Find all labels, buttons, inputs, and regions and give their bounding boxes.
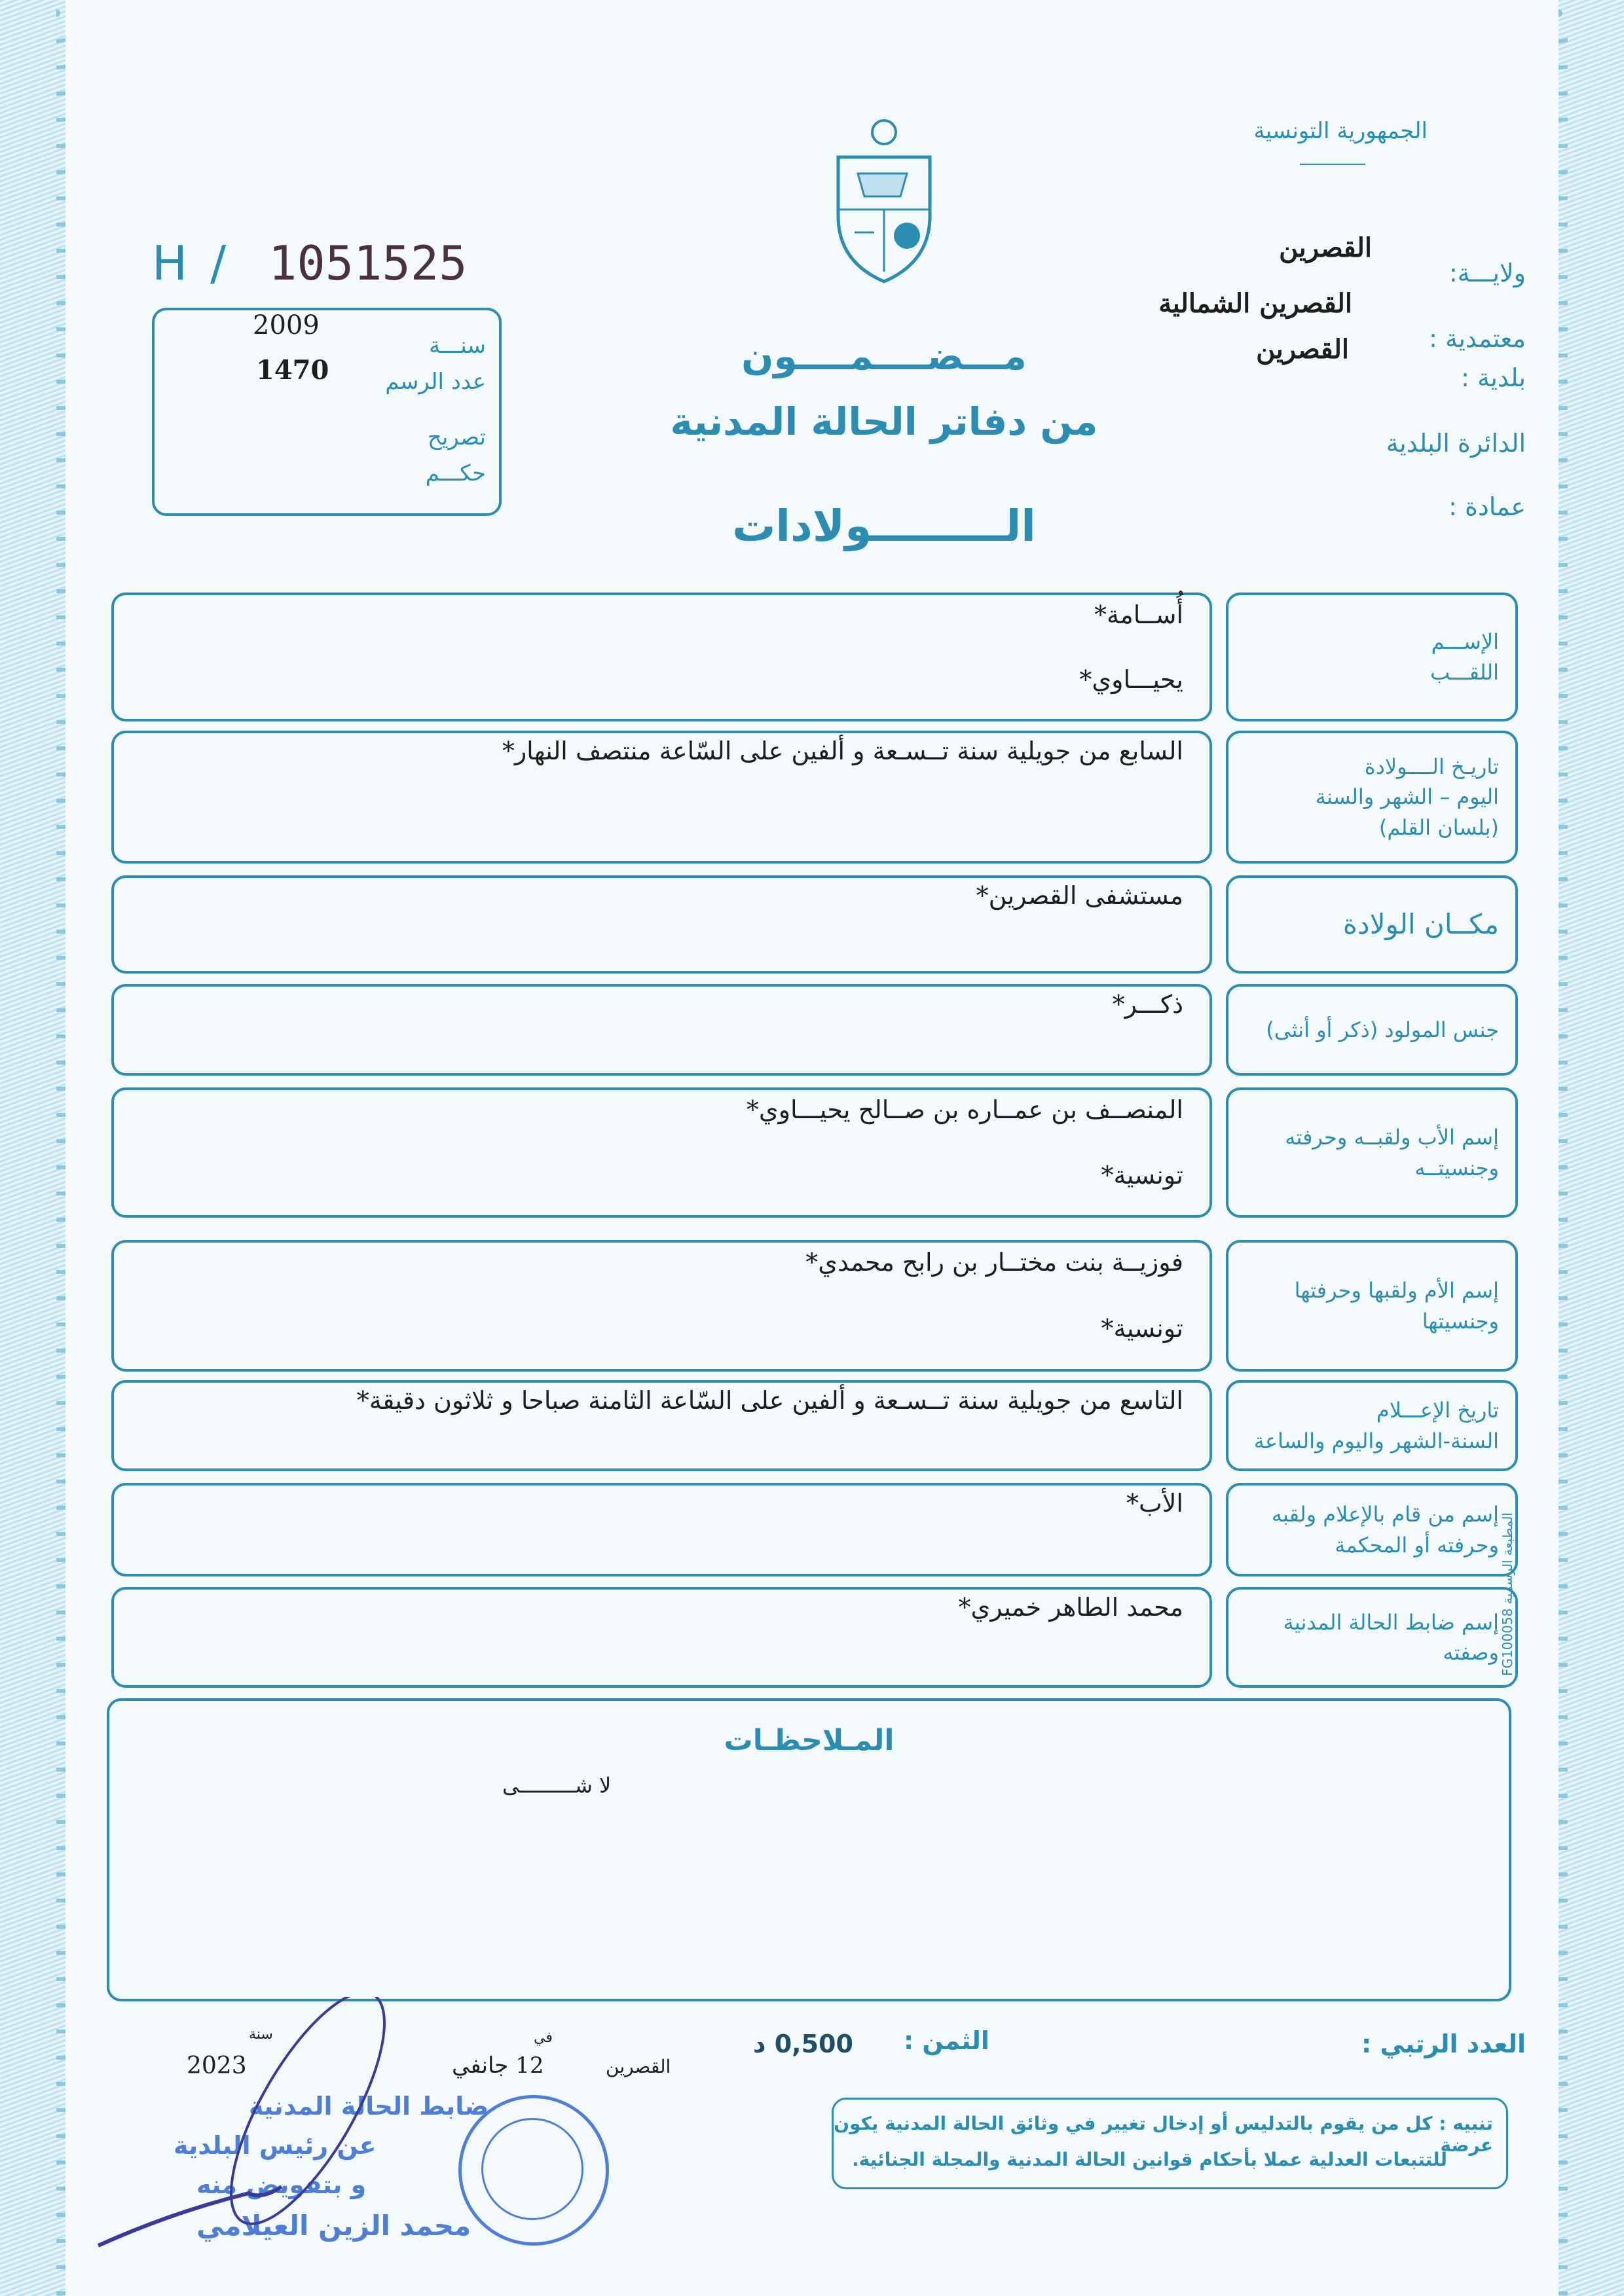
row-label-box xyxy=(1226,1587,1518,1688)
row-label2: وجنسيتها xyxy=(1422,1308,1499,1334)
year-label: سنة xyxy=(249,2026,273,2043)
serial-number: 1051525 xyxy=(268,236,468,291)
row-value: الأب* xyxy=(1126,1489,1183,1518)
signatory-line1: ضابط الحالة المدنية xyxy=(249,2092,489,2121)
row-label-box xyxy=(1226,592,1518,721)
row-value-box xyxy=(111,592,1212,721)
row-label: إسم ضابط الحالة المدنية xyxy=(1283,1609,1499,1635)
issue-day-month: 12 جانفي xyxy=(452,2052,544,2079)
row-label2: اللقـــب xyxy=(1430,659,1499,685)
handwritten-signature xyxy=(92,1997,511,2259)
registry-box xyxy=(152,308,502,516)
divider xyxy=(1300,164,1365,165)
row-label2: وجنسيتــه xyxy=(1414,1155,1499,1180)
district-label: الدائرة البلدية xyxy=(1386,429,1526,458)
title-line2: من دفاتر الحالة المدنية xyxy=(670,399,1098,444)
signatory-name: محمد الزين العيلامي xyxy=(196,2210,471,2242)
municipality-label: بلدية : xyxy=(1461,363,1526,392)
row-label-box xyxy=(1226,1380,1518,1471)
row-value-box xyxy=(111,1587,1212,1688)
row-label-box xyxy=(1226,1483,1518,1576)
row-value-2: يحيـــاوي* xyxy=(1079,665,1183,694)
row-value: مستشفى القصرين* xyxy=(976,881,1183,910)
row-value-2: تونسية* xyxy=(1101,1160,1183,1190)
row-value: محمد الطاهر خميري* xyxy=(958,1593,1183,1622)
printer-mark: المطبعة الرسمية FG100058 xyxy=(1500,1512,1515,1676)
row-label2: وحرفته أو المحكمة xyxy=(1335,1532,1499,1558)
row-label-box xyxy=(1226,1087,1518,1218)
row-value-box xyxy=(111,731,1212,864)
year-label: سنـــة xyxy=(429,333,486,359)
row-value-box xyxy=(111,1380,1212,1471)
row-value: المنصــف بن عمــاره بن صــالح يحيـــاوي* xyxy=(746,1095,1183,1124)
row-label: إسم من قام بالإعلام ولقبه xyxy=(1271,1502,1499,1527)
row-value: السابع من جويلية سنة تــسـعة و ألفين على السّاعة منتصف النهار* xyxy=(502,737,1183,765)
security-border-right xyxy=(1559,0,1624,2296)
row-value: أُســامة* xyxy=(1094,600,1183,629)
coat-of-arms-icon xyxy=(828,118,940,288)
row-value-box xyxy=(111,875,1212,974)
section-title: الـــــــــولادات xyxy=(732,501,1036,551)
remarks-title: المـلاحظـات xyxy=(724,1724,895,1757)
on-label: في xyxy=(534,2030,553,2046)
row-value-box xyxy=(111,1483,1212,1576)
judgment-label: حكـــم xyxy=(425,460,486,486)
row-value: فوزيــة بنت مختــار بن رابح محمدي* xyxy=(805,1248,1183,1277)
act-number-label: عدد الرسم xyxy=(385,369,486,395)
delegation-value: القصرين الشمالية xyxy=(1158,288,1352,319)
notice-box xyxy=(832,2098,1508,2189)
row-value: التاسع من جويلية سنة تــسـعة و ألفين على السّاعة الثامنة صباحا و ثلاثون دقيقة* xyxy=(356,1386,1183,1415)
signatory-line3: و بتفويض منه xyxy=(196,2170,367,2199)
republic-heading: الجمهورية التونسية xyxy=(1253,118,1428,144)
row-label: إسم الأم ولقبها وحرفتها xyxy=(1294,1278,1499,1303)
year-value: 2009 xyxy=(253,310,320,340)
row-value-2: تونسية* xyxy=(1101,1313,1183,1343)
row-label: تاريخ الإعـــلام xyxy=(1376,1398,1499,1423)
row-value-box xyxy=(111,984,1212,1076)
row-label: جنس المولود (ذكر أو أنثى) xyxy=(1266,1017,1499,1042)
row-label: تاريـخ الــــولادة xyxy=(1364,754,1499,779)
municipality-value: القصرين xyxy=(1256,334,1349,365)
row-label-box xyxy=(1226,984,1518,1076)
signatory-line2: عن رئيس البلدية xyxy=(174,2131,377,2160)
row-label2: السنة-الشهر واليوم والساعة xyxy=(1253,1428,1499,1453)
row-label-box xyxy=(1226,731,1518,864)
notice-line1: تنبيه : كل من يقوم بالتدليس أو إدخال تغيير في وثائق الحالة المدنية يكون عرضة xyxy=(834,2113,1493,2156)
row-value: ذكـــر* xyxy=(1112,990,1183,1019)
governorate-value: القصرين xyxy=(1279,232,1372,263)
row-label3: (بلسان القلم) xyxy=(1378,814,1499,840)
security-border-left xyxy=(0,0,65,2296)
issue-place: القصرين xyxy=(606,2056,671,2077)
price-label: الثمن : xyxy=(904,2026,989,2055)
act-number-value: 1470 xyxy=(256,355,329,386)
imada-label: عمادة : xyxy=(1449,492,1526,521)
governorate-label: ولايـــة: xyxy=(1449,259,1526,287)
row-label: مكــان الولادة xyxy=(1342,907,1499,940)
row-label-box xyxy=(1226,1240,1518,1372)
remarks-box xyxy=(107,1698,1511,2001)
remarks-value: لا شـــــــــى xyxy=(502,1773,612,1798)
row-label: الإســـم xyxy=(1431,629,1499,655)
row-label-box xyxy=(1226,875,1518,974)
serial-label: العدد الرتبي : xyxy=(1361,2030,1526,2058)
issue-year: 2023 xyxy=(187,2052,247,2079)
row-label: إسم الأب ولقبــه وحرفته xyxy=(1285,1125,1499,1150)
delegation-label: معتمدية : xyxy=(1429,324,1526,353)
serial-prefix: H / xyxy=(152,236,231,291)
row-label2: وصفته xyxy=(1443,1640,1499,1665)
row-value-box xyxy=(111,1240,1212,1372)
row-value-box xyxy=(111,1087,1212,1218)
declaration-label: تصريح xyxy=(427,424,486,450)
price-value: 0,500 د xyxy=(753,2030,853,2058)
title-line1: مـــضــــمــــون xyxy=(741,334,1027,378)
row-label2: اليوم – الشهر والسنة xyxy=(1315,784,1499,810)
notice-line2: للتتبعات العدلية عملا بأحكام قوانين الحالة المدنية والمجلة الجنائية. xyxy=(852,2149,1447,2170)
